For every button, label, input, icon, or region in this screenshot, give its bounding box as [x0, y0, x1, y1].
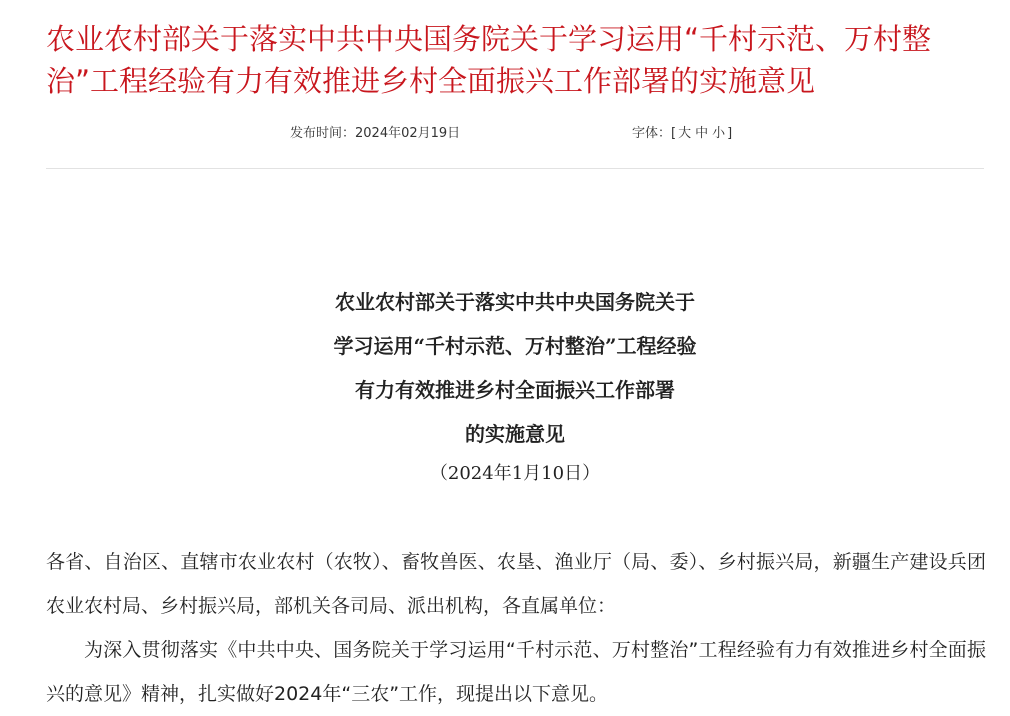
document-heading-line: 的实施意见 [465, 422, 565, 446]
publish-date: 2024年02月19日 [355, 126, 461, 141]
font-size-label: 字体： [632, 126, 672, 141]
font-size-small-button[interactable]: 小 [712, 126, 726, 141]
publish-label: 发布时间： [290, 126, 356, 141]
document-heading-line: 有力有效推进乡村全面振兴工作部署 [355, 378, 675, 402]
font-size-large-button[interactable]: 大 [678, 126, 692, 141]
document-body [46, 540, 986, 716]
article-meta [0, 122, 1010, 142]
publish-info [290, 122, 460, 141]
addressee-paragraph: 各省、自治区、直辖市农业农村（农牧）、畜牧兽医、农垦、渔业厅（局、委）、乡村振兴局，新疆生产建设兵团农业农村局、乡村振兴局，部机关各司局、派出机构，各直属单位： [46, 551, 986, 617]
font-bracket-open: [ [671, 126, 677, 141]
document-heading-line: 学习运用“千村示范、万村整治”工程经验 [333, 334, 697, 358]
title-divider [46, 168, 984, 169]
document-date: （2024年1月10日） [429, 463, 601, 484]
article-title: 农业农村部关于落实中共中央国务院关于学习运用“千村示范、万村整治”工程经验有力有效推进乡村全面振兴工作部署的实施意见 [46, 22, 932, 98]
font-bracket-close: ] [727, 126, 733, 141]
font-size-selector [632, 122, 732, 141]
font-size-medium-button[interactable]: 中 [695, 126, 709, 141]
document-heading [0, 280, 1010, 456]
document-heading-line: 农业农村部关于落实中共中央国务院关于 [335, 290, 695, 314]
body-paragraph: 为深入贯彻落实《中共中央、国务院关于学习运用“千村示范、万村整治”工程经验有力有效推进乡村全面振兴的意见》精神，扎实做好2024年“三农”工作，现提出以下意见。 [46, 639, 986, 705]
